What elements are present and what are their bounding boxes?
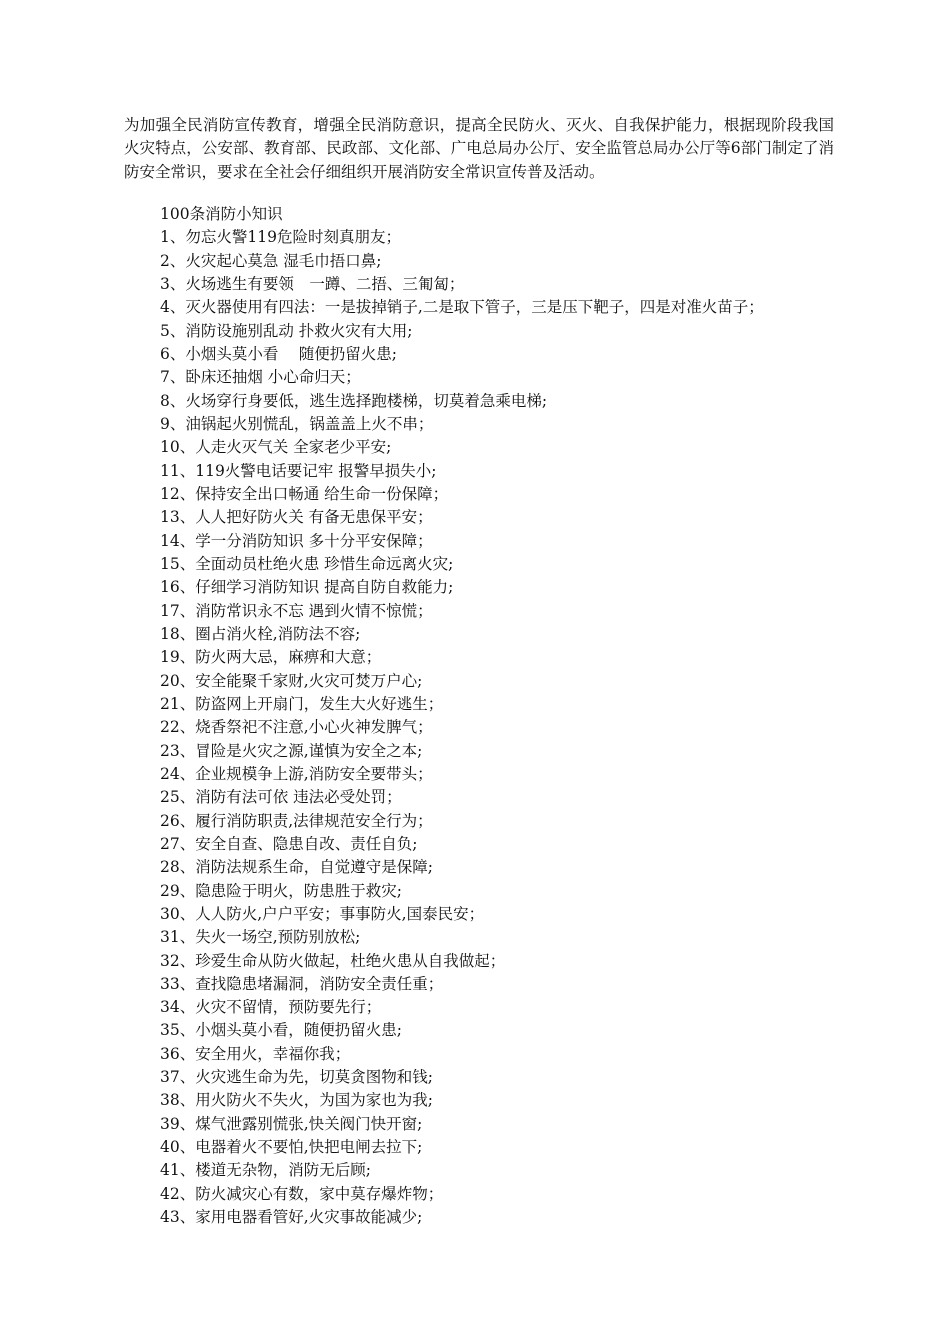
- list-item: 39、煤气泄露别慌张,快关阀门快开窗;: [160, 1114, 423, 1133]
- list-item: 36、安全用火，幸福你我；: [160, 1044, 351, 1063]
- list-item: 40、电器着火不要怕,快把电闸去拉下;: [160, 1138, 423, 1157]
- list-item: 15、全面动员杜绝火患 珍惜生命远离火灾;: [160, 554, 454, 573]
- list-item: 16、仔细学习消防知识 提高自防自救能力;: [160, 578, 454, 597]
- list-item: 9、油锅起火别慌乱，锅盖盖上火不串；: [160, 414, 434, 433]
- list-item: 37、火灾逃生命为先，切莫贪图物和钱;: [160, 1068, 433, 1087]
- list-item: 2、火灾起心莫急 湿毛巾捂口鼻;: [160, 251, 382, 270]
- list-item: 22、烧香祭祀不注意,小心火神发脾气；: [160, 718, 433, 737]
- list-item: 38、用火防火不失火，为国为家也为我;: [160, 1091, 433, 1110]
- list-item: 41、楼道无杂物，消防无后顾;: [160, 1161, 371, 1180]
- list-item: 28、消防法规系生命，自觉遵守是保障;: [160, 858, 433, 877]
- list-item: 32、珍爱生命从防火做起，杜绝火患从自我做起；: [160, 951, 506, 970]
- list-item: 10、人走火灭气关 全家老少平安;: [160, 438, 392, 457]
- list-item: 4、灭火器使用有四法：一是拔掉销子,二是取下管子，三是压下靶子，四是对准火苗子；: [160, 298, 764, 317]
- list-item: 23、冒险是火灾之源,谨慎为安全之本;: [160, 741, 423, 760]
- list-item: 5、消防设施别乱动 扑救火灾有大用;: [160, 321, 413, 340]
- list-item: 3、火场逃生有要领 一蹲、二捂、三匍匐；: [160, 274, 465, 293]
- list-item: 13、人人把好防火关 有备无患保平安；: [160, 508, 433, 527]
- list-item: 33、查找隐患堵漏洞，消防安全责任重；: [160, 974, 444, 993]
- list-item: 8、火场穿行身要低，逃生选择跑楼梯，切莫着急乘电梯;: [160, 391, 548, 410]
- tips-list: [160, 203, 840, 1229]
- list-item: 24、企业规模争上游,消防安全要带头；: [160, 764, 433, 783]
- list-heading: 100条消防小知识: [160, 205, 283, 223]
- list-item: 34、火灾不留情，预防要先行；: [160, 998, 382, 1017]
- list-item: 30、人人防火,户户平安；事事防火,国泰民安；: [160, 904, 485, 923]
- list-item: 26、履行消防职责,法律规范安全行为；: [160, 811, 433, 830]
- list-item: 43、家用电器看管好,火灾事故能减少;: [160, 1208, 423, 1227]
- list-item: 20、安全能聚千家财,火灾可焚万户心;: [160, 671, 423, 690]
- list-item: 14、学一分消防知识 多十分平安保障；: [160, 531, 433, 550]
- list-item: 42、防火减灾心有数，家中莫存爆炸物；: [160, 1184, 444, 1203]
- list-item: 25、消防有法可依 违法必受处罚；: [160, 788, 402, 807]
- list-item: 29、隐患险于明火，防患胜于救灾;: [160, 881, 402, 900]
- list-item: 27、安全自查、隐患自改、责任自负;: [160, 834, 418, 853]
- list-item: 12、保持安全出口畅通 给生命一份保障；: [160, 484, 449, 503]
- list-item: 17、消防常识永不忘 遇到火情不惊慌；: [160, 601, 433, 620]
- list-item: 31、失火一场空,预防别放松;: [160, 928, 361, 947]
- list-item: 1、勿忘火警119危险时刻真朋友；: [160, 228, 401, 247]
- list-item: 21、防盗网上开扇门，发生大火好逃生；: [160, 694, 444, 713]
- list-item: 11、119火警电话要记牢 报警早损失小;: [160, 461, 437, 480]
- list-item: 19、防火两大忌，麻痹和大意；: [160, 648, 382, 667]
- list-item: 7、卧床还抽烟 小心命归天；: [160, 368, 361, 387]
- list-item: 6、小烟头莫小看 随便扔留火患;: [160, 344, 398, 363]
- list-item: 35、小烟头莫小看，随便扔留火患;: [160, 1021, 402, 1040]
- list-item: 18、圈占消火栓,消防法不容;: [160, 624, 361, 643]
- intro-paragraph: 为加强全民消防宣传教育，增强全民消防意识，提高全民防火、灭火、自我保护能力，根据现阶段我国火灾特点，公安部、教育部、民政部、文化部、广电总局办公厅、安全监管总局办公厅等6部门制定了消防安全常识，要求在全社会仔细组织开展消防安全常识宣传普及活动。: [124, 116, 834, 181]
